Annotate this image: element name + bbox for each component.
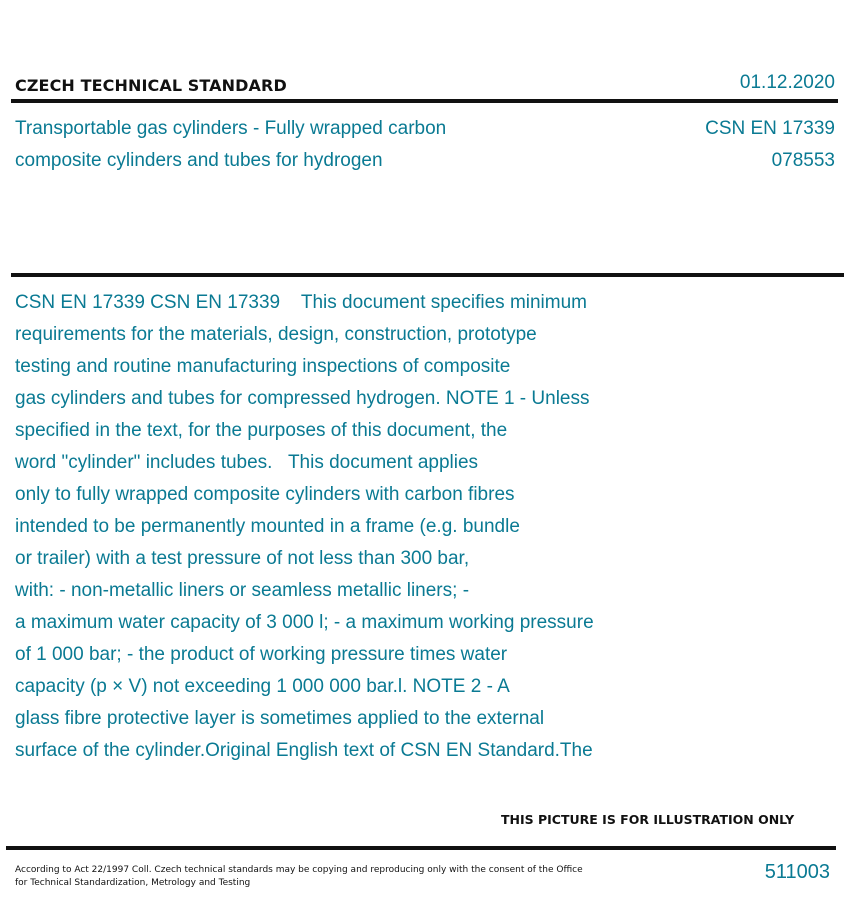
abstract-line: only to fully wrapped composite cylinders with carbon fibres bbox=[15, 484, 515, 505]
abstract-line: intended to be permanently mounted in a frame (e.g. bundle bbox=[15, 516, 520, 537]
abstract-line: word "cylinder" includes tubes. This document applies bbox=[15, 452, 479, 473]
document-codes bbox=[705, 113, 835, 177]
document-title-line: composite cylinders and tubes for hydrogen bbox=[15, 150, 383, 171]
abstract-line: with: - non-metallic liners or seamless metallic liners; - bbox=[15, 580, 470, 601]
abstract-line: of 1 000 bar; - the product of working pressure times water bbox=[15, 644, 508, 665]
bottom-divider bbox=[6, 846, 836, 850]
abstract-line: requirements for the materials, design, construction, prototype bbox=[15, 324, 537, 345]
publication-date: 01.12.2020 bbox=[739, 72, 835, 93]
abstract-line: capacity (p × V) not exceeding 1 000 000 bar.l. NOTE 2 - A bbox=[15, 676, 510, 697]
legal-notice bbox=[15, 864, 615, 889]
catalog-number: 078553 bbox=[771, 150, 835, 171]
abstract-text bbox=[15, 287, 705, 767]
abstract-line: glass fibre protective layer is sometimes applied to the external bbox=[15, 708, 545, 729]
legal-line: According to Act 22/1997 Coll. Czech technical standards may be copying and reproducing only with the consent of the Office bbox=[15, 865, 583, 875]
abstract-line: specified in the text, for the purposes of this document, the bbox=[15, 420, 508, 441]
abstract-line: testing and routine manufacturing inspections of composite bbox=[15, 356, 511, 377]
abstract-line: CSN EN 17339 CSN EN 17339 This document specifies minimum bbox=[15, 292, 588, 313]
illustration-note: THIS PICTURE IS FOR ILLUSTRATION ONLY bbox=[501, 812, 795, 827]
abstract-line: surface of the cylinder.Original English text of CSN EN Standard.The bbox=[15, 740, 593, 761]
standard-code: CSN EN 17339 bbox=[705, 118, 835, 139]
abstract-line: gas cylinders and tubes for compressed hydrogen. NOTE 1 - Unless bbox=[15, 388, 590, 409]
footer-number: 511003 bbox=[764, 861, 830, 883]
abstract-line: or trailer) with a test pressure of not less than 300 bar, bbox=[15, 548, 470, 569]
standard-header-title: CZECH TECHNICAL STANDARD bbox=[15, 76, 287, 95]
legal-line: for Technical Standardization, Metrology and Testing bbox=[15, 877, 251, 888]
abstract-line: a maximum water capacity of 3 000 l; - a maximum working pressure bbox=[15, 612, 594, 633]
document-title bbox=[15, 113, 575, 177]
document-title-line: Transportable gas cylinders - Fully wrapped carbon bbox=[15, 118, 447, 139]
top-divider bbox=[11, 99, 838, 103]
middle-divider bbox=[11, 273, 844, 277]
